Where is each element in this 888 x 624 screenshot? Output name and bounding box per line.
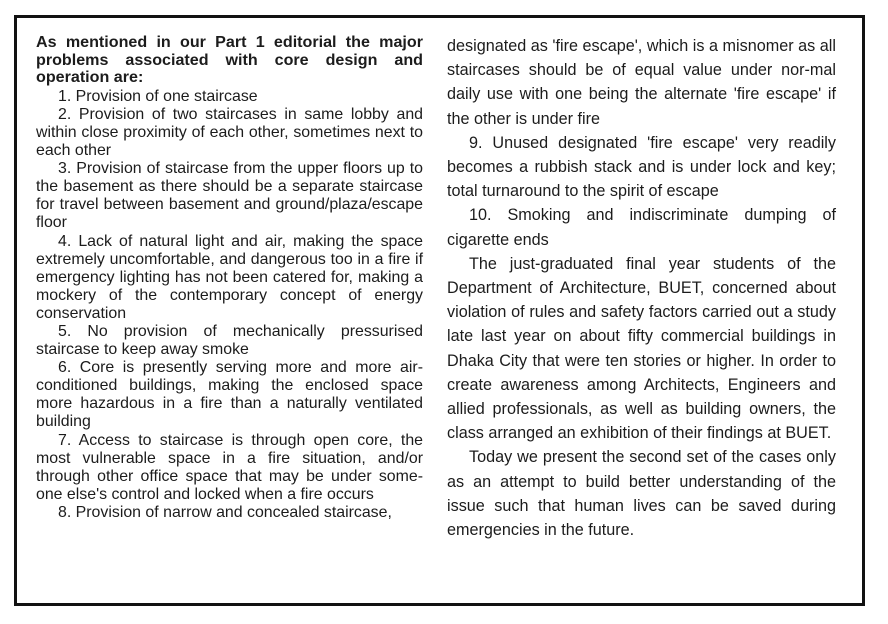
problem-item: 1. Provision of one staircase [58,87,258,105]
problem-item: 8. Provision of narrow and concealed staircase, [58,503,392,521]
problem-item: 10. Smoking and indiscriminate dumping of cigarette ends [447,206,836,249]
problem-item: 3. Provision of staircase from the upper floors up to the basement as there should be a separate staircase for travel between basement and ground/plaza/escape floor [36,160,423,232]
study-paragraph: The just-graduated final year students of the Department of Architecture, BUET, concerned about violation of rules and safety factors carried out a study late last year on about fifty commercial buildings in Dhaka City that were ten stories or higher. In order to create awareness among Architects, Engineers and allied professionals, as well as building owners, the class arranged an exhibition of their findings at BUET. [447,254,836,443]
problem-item: 7. Access to staircase is through open core, the most vulnerable space in a fire situation, and/or through other office space that may be under some-one else's control and locked when a fire occurs [36,431,423,503]
problem-item: 5. No provision of mechanically pressurised staircase to keep away smoke [36,323,423,359]
problem-item: 6. Core is presently serving more and more air-conditioned buildings, making the enclosed space more hazardous in a fire than a naturally ventilated building [36,359,423,431]
closing-paragraph: Today we present the second set of the cases only as an attempt to build better understanding of the issue such that human lives can be saved during emergencies in the future. [447,448,836,540]
problem-item: 9. Unused designated 'fire escape' very readily becomes a rubbish stack and is under lock and key; total turnaround to the spirit of escape [447,133,836,201]
right-column [447,34,836,542]
left-column [36,34,423,522]
problem-8-continued: designated as 'fire escape', which is a misnomer as all staircases should be of equal value under nor-mal daily use with one being the alternate 'fire escape' if the other is under fire [447,37,836,128]
problem-item: 4. Lack of natural light and air, making the space extremely uncomfortable, and dangerous too in a fire if emergency lighting has not been catered for, making a mockery of the contemporary concept of energy conservation [36,232,423,322]
intro-heading: As mentioned in our Part 1 editorial the major problems associated with core design and operation are: [36,33,423,87]
problem-item: 2. Provision of two staircases in same lobby and within close proximity of each other, sometimes next to each other [36,105,423,160]
